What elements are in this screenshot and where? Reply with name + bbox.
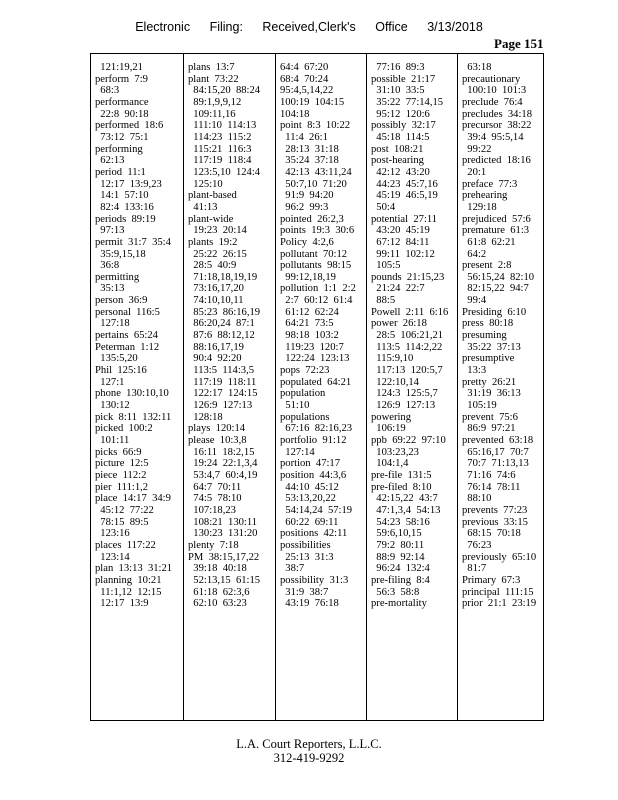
index-entry: 101:11	[95, 435, 130, 446]
index-entry: 111:10 114:13	[188, 120, 257, 132]
index-entry: 53:13,20,22	[280, 493, 336, 505]
index-entry: plants 19:2	[188, 236, 238, 248]
index-entry: plant-wide	[188, 213, 234, 225]
index-entry: pretty 26:21	[462, 376, 517, 388]
index-entry: populated 64:21	[280, 376, 352, 388]
index-entry: person 36:9	[95, 295, 148, 307]
index-entry: prejudiced 57:6	[462, 213, 531, 225]
index-entry: 128:18	[188, 411, 223, 423]
index-entry: pertains 65:24	[95, 330, 158, 342]
index-entry: 107:18,23	[188, 504, 236, 516]
index-entry: 31:9 38:7	[280, 586, 329, 598]
index-entry: 16:11 18:2,15	[188, 446, 255, 458]
index-entry: periods 89:19	[95, 213, 156, 225]
index-entry: precautionary	[462, 73, 521, 85]
index-entry: points 19:3 30:6	[280, 225, 355, 237]
index-entry: 36:8	[95, 260, 120, 272]
index-entry: 99:11 102:12	[371, 248, 435, 260]
index-entry: permit 31:7 35:4	[95, 236, 171, 248]
index-entry: 25:22 26:15	[188, 248, 247, 260]
index-entry: 117:19 118:11	[188, 376, 257, 388]
index-entry: prior 21:1 23:19	[462, 598, 537, 610]
index-entry: 65:16,17 70:7	[462, 446, 529, 458]
index-entry: prevent 75:6	[462, 411, 518, 423]
stamp-received: Received,Clerk's	[262, 20, 356, 34]
index-entry: 98:18 103:2	[280, 330, 339, 342]
index-entry: 89:1,9,9,12	[188, 96, 242, 108]
index-entry: 96:24 132:4	[371, 563, 430, 575]
index-entry: preclude 76:4	[462, 96, 523, 108]
index-entry: powering	[371, 411, 412, 423]
index-entry: 68:3	[95, 85, 120, 97]
index-entry: places 117:22	[95, 539, 156, 551]
index-entry: pounds 21:15,23	[371, 271, 445, 283]
index-entry: 63:18	[462, 62, 492, 73]
index-entry: 39:4 95:5,14	[462, 131, 524, 143]
footer-phone: 312-419-9292	[273, 751, 345, 765]
index-entry: 64:4 67:20	[280, 62, 329, 73]
index-entry: portfolio 91:12	[280, 435, 347, 446]
index-entry: population	[280, 388, 326, 400]
index-entry: 19:24 22:1,3,4	[188, 458, 258, 470]
index-entry: phone 130:10,10	[95, 388, 169, 400]
index-entry: 84:15,20 88:24	[188, 85, 261, 97]
index-entry: 35:22 37:13	[462, 341, 521, 353]
index-entry: 67:16 82:16,23	[280, 423, 353, 435]
index-entry: 14:1 57:10	[95, 190, 149, 202]
index-entry: previous 33:15	[462, 516, 528, 528]
index-entry: 114:23 115:2	[188, 131, 252, 143]
index-entry: 44:23 45:7,16	[371, 178, 438, 190]
index-entry: 2:7 60:12 61:4	[280, 295, 353, 307]
index-entry: 123:5,10 124:4	[188, 166, 261, 178]
index-entry: pre-mortality	[371, 598, 427, 610]
index-entry: 78:15 89:5	[95, 516, 149, 528]
index-entry: 117:13 120:5,7	[371, 365, 443, 377]
index-entry: pollution 1:1 2:2	[280, 283, 356, 295]
index-entry: picks 66:9	[95, 446, 142, 458]
index-entry: 68:4 70:24	[280, 73, 329, 85]
index-entry: 38:7	[280, 563, 305, 575]
index-entry: 64:21 73:5	[280, 318, 334, 330]
index-entry: prevents 77:23	[462, 504, 528, 516]
index-entry: 45:12 77:22	[95, 504, 154, 516]
filing-stamp	[0, 20, 618, 34]
index-entry: Policy 4:2,6	[280, 236, 334, 248]
index-entry: pointed 26:2,3	[280, 213, 344, 225]
index-entry: 96:2 99:3	[280, 201, 329, 213]
index-entry: 42:15,22 43:7	[371, 493, 438, 505]
footer	[0, 737, 618, 765]
index-entry: 122:10,14	[371, 376, 419, 388]
index-entry: 13:3	[462, 365, 487, 377]
index-entry: 124:3 125:5,7	[371, 388, 438, 400]
index-entry: 50:4	[371, 201, 396, 213]
index-entry: 28:5 40:9	[188, 260, 237, 272]
index-entry: 99:4	[462, 295, 487, 307]
index-entry: 87:6 88:12,12	[188, 330, 255, 342]
index-entry: 82:4 133:16	[95, 201, 154, 213]
index-entry: prevented 63:18	[462, 435, 534, 446]
index-frame	[90, 53, 544, 721]
index-entry: 86:9 97:21	[462, 423, 516, 435]
index-entry: performance	[95, 96, 149, 108]
index-entry: period 11:1	[95, 166, 146, 178]
index-entry: 105:19	[462, 400, 497, 412]
index-entry: 35:24 37:18	[280, 155, 339, 167]
index-entry: possibilities	[280, 539, 331, 551]
index-entry: 86:20,24 87:1	[188, 318, 255, 330]
index-entry: 97:13	[95, 225, 125, 237]
index-entry: portion 47:17	[280, 458, 341, 470]
index-entry: 41:13	[188, 201, 218, 213]
index-entry: 113:5 114:3,5	[188, 365, 255, 377]
index-entry: pollutants 98:15	[280, 260, 352, 272]
index-entry: 22:8 90:18	[95, 108, 149, 120]
index-entry: 67:12 84:11	[371, 236, 430, 248]
index-entry: 60:22 69:11	[280, 516, 339, 528]
index-column-5	[458, 62, 545, 720]
index-entry: 115:9,10	[371, 353, 414, 365]
index-entry: planning 10:21	[95, 574, 162, 586]
stamp-electronic: Electronic	[135, 20, 191, 34]
index-entry: 79:2 80:11	[371, 539, 425, 551]
index-entry: plenty 7:18	[188, 539, 239, 551]
index-entry: 42:13 43:11,24	[280, 166, 352, 178]
index-entry: 70:7 71:13,13	[462, 458, 529, 470]
index-entry: 113:5 114:2,22	[371, 341, 443, 353]
index-entry: 12:17 13:9	[95, 598, 149, 610]
index-entry: permitting	[95, 271, 140, 283]
index-entry: 130:23 131:20	[188, 528, 258, 540]
index-entry: 135:5,20	[95, 353, 138, 365]
index-entry: press 80:18	[462, 318, 514, 330]
index-entry: principal 111:15	[462, 586, 534, 598]
index-entry: 129:18	[462, 201, 497, 213]
index-entry: 105:5	[371, 260, 401, 272]
index-entry: 103:23,23	[371, 446, 419, 458]
index-entry: 123:16	[95, 528, 130, 540]
index-entry: 77:16 89:3	[371, 62, 425, 73]
index-entry: 73:12 75:1	[95, 131, 149, 143]
index-entry: 109:11,16	[188, 108, 236, 120]
index-entry: 127:14	[280, 446, 315, 458]
index-entry: 45:19 46:5,19	[371, 190, 438, 202]
index-entry: 99:22	[462, 143, 492, 155]
index-column-4	[367, 62, 457, 720]
index-entry: 59:6,10,15	[371, 528, 422, 540]
index-entry: pier 111:1,2	[95, 481, 149, 493]
index-column-2	[184, 62, 275, 720]
index-entry: picked 100:2	[95, 423, 153, 435]
index-entry: 127:18	[95, 318, 130, 330]
index-entry: 21:24 22:7	[371, 283, 425, 295]
index-entry: 119:23 120:7	[280, 341, 344, 353]
index-entry: Primary 67:3	[462, 574, 521, 586]
index-entry: 12:17 13:9,23	[95, 178, 162, 190]
index-entry: 117:19 118:4	[188, 155, 252, 167]
index-entry: presumptive	[462, 353, 515, 365]
index-entry: 82:15,22 94:7	[462, 283, 529, 295]
index-entry: 35:22 77:14,15	[371, 96, 444, 108]
index-entry: 74:10,10,11	[188, 295, 244, 307]
stamp-office: Office	[375, 20, 408, 34]
index-entry: 45:18 114:5	[371, 131, 430, 143]
index-entry: 125:10	[188, 178, 223, 190]
index-entry: 130:12	[95, 400, 130, 412]
index-entry: post 108:21	[371, 143, 424, 155]
index-entry: pick 8:11 132:11	[95, 411, 172, 423]
index-entry: 71:16 74:6	[462, 469, 516, 481]
index-entry: performing	[95, 143, 143, 155]
index-entry: 61:12 62:24	[280, 306, 339, 318]
index-entry: 56:15,24 82:10	[462, 271, 535, 283]
index-entry: 28:5 106:21,21	[371, 330, 444, 342]
index-entry: 76:23	[462, 539, 492, 551]
index-entry: 104:18	[280, 108, 310, 120]
index-entry: 47:1,3,4 54:13	[371, 504, 441, 516]
index-entry: pre-filing 8:4	[371, 574, 430, 586]
index-entry: 91:9 94:20	[280, 190, 334, 202]
index-entry: 39:18 40:18	[188, 563, 247, 575]
index-entry: 95:12 120:6	[371, 108, 430, 120]
index-entry: 71:18,18,19,19	[188, 271, 258, 283]
index-entry: 99:12,18,19	[280, 271, 336, 283]
index-entry: 88:5	[371, 295, 396, 307]
index-entry: PM 38:15,17,22	[188, 551, 260, 563]
index-entry: precludes 34:18	[462, 108, 533, 120]
index-entry: 115:21 116:3	[188, 143, 252, 155]
index-entry: previously 65:10	[462, 551, 537, 563]
index-entry: 54:14,24 57:19	[280, 504, 353, 516]
index-entry: Phil 125:16	[95, 365, 147, 377]
index-entry: pollutant 70:12	[280, 248, 348, 260]
index-entry: Peterman 1:12	[95, 341, 160, 353]
index-entry: 61:18 62:3,6	[188, 586, 250, 598]
index-entry: 44:10 45:12	[280, 481, 339, 493]
index-entry: 56:3 58:8	[371, 586, 420, 598]
index-entry: positions 42:11	[280, 528, 348, 540]
index-entry: 100:10 101:3	[462, 85, 527, 97]
index-entry: 74:5 78:10	[188, 493, 242, 505]
index-entry: personal 116:5	[95, 306, 160, 318]
index-entry: 43:20 45:19	[371, 225, 430, 237]
index-entry: 35:13	[95, 283, 125, 295]
index-entry: 126:9 127:13	[371, 400, 436, 412]
index-entry: plays 120:14	[188, 423, 246, 435]
index-entry: preface 77:3	[462, 178, 518, 190]
index-entry: 95:4,5,14,22	[280, 85, 334, 97]
index-entry: presuming	[462, 330, 507, 342]
index-entry: position 44:3,6	[280, 469, 347, 481]
index-entry: 53:4,7 60:4,19	[188, 469, 258, 481]
index-entry: 64:2	[462, 248, 487, 260]
index-entry: 73:16,17,20	[188, 283, 244, 295]
index-entry: pre-filed 8:10	[371, 481, 432, 493]
index-entry: ppb 69:22 97:10	[371, 435, 446, 446]
index-entry: 54:23 58:16	[371, 516, 430, 528]
index-entry: plant-based	[188, 190, 237, 202]
index-entry: Powell 2:11 6:16	[371, 306, 449, 318]
index-entry: 68:15 70:18	[462, 528, 521, 540]
index-entry: 90:4 92:20	[188, 353, 242, 365]
index-entry: possibility 31:3	[280, 574, 349, 586]
index-entry: perform 7:9	[95, 73, 148, 85]
index-entry: power 26:18	[371, 318, 427, 330]
index-entry: 28:13 31:18	[280, 143, 339, 155]
index-entry: point 8:3 10:22	[280, 120, 351, 132]
index-entry: 81:7	[462, 563, 487, 575]
index-entry: plan 13:13 31:21	[95, 563, 173, 575]
index-entry: Presiding 6:10	[462, 306, 527, 318]
page-number: Page 151	[494, 36, 544, 51]
index-entry: 31:10 33:5	[371, 85, 425, 97]
footer-company: L.A. Court Reporters, L.L.C.	[236, 737, 382, 751]
index-column-3	[276, 62, 366, 720]
index-entry: 25:13 31:3	[280, 551, 334, 563]
index-entry: 121:19,21	[95, 62, 143, 73]
index-column-1	[91, 62, 183, 720]
index-entry: 106:19	[371, 423, 406, 435]
index-entry: potential 27:11	[371, 213, 438, 225]
index-entry: possibly 32:17	[371, 120, 436, 132]
index-entry: pops 72:23	[280, 365, 330, 377]
index-entry: picture 12:5	[95, 458, 149, 470]
index-entry: 88:16,17,19	[188, 341, 244, 353]
index-entry: 122:17 124:15	[188, 388, 258, 400]
index-entry: 122:24 123:13	[280, 353, 350, 365]
index-entry: 88:10	[462, 493, 492, 505]
index-entry: 35:9,15,18	[95, 248, 146, 260]
index-entry: 52:13,15 61:15	[188, 574, 261, 586]
index-entry: plant 73:22	[188, 73, 239, 85]
index-entry: plans 13:7	[188, 62, 235, 73]
index-entry: 88:9 92:14	[371, 551, 425, 563]
index-entry: present 2:8	[462, 260, 512, 272]
index-entry: 104:1,4	[371, 458, 409, 470]
index-entry: 43:19 76:18	[280, 598, 339, 610]
index-entry: 31:19 36:13	[462, 388, 521, 400]
index-entry: 61:8 62:21	[462, 236, 516, 248]
index-entry: 19:23 20:14	[188, 225, 247, 237]
index-entry: possible 21:17	[371, 73, 436, 85]
index-entry: 20:1	[462, 166, 487, 178]
index-entry: 85:23 86:16,19	[188, 306, 261, 318]
index-entry: 11:4 26:1	[280, 131, 328, 143]
index-entry: populations	[280, 411, 330, 423]
index-entry: premature 61:3	[462, 225, 530, 237]
index-entry: precursor 38:22	[462, 120, 532, 132]
index-entry: 62:10 63:23	[188, 598, 247, 610]
index-entry: prehearing	[462, 190, 508, 202]
stamp-filing: Filing:	[209, 20, 243, 34]
index-entry: 64:7 70:11	[188, 481, 242, 493]
index-entry: 126:9 127:13	[188, 400, 253, 412]
index-entry: piece 112:2	[95, 469, 147, 481]
index-entry: 127:1	[95, 376, 125, 388]
stamp-date: 3/13/2018	[427, 20, 483, 34]
index-entry: place 14:17 34:9	[95, 493, 171, 505]
index-entry: 50:7,10 71:20	[280, 178, 347, 190]
index-entry: 123:14	[95, 551, 130, 563]
index-entry: 11:1,12 12:15	[95, 586, 162, 598]
index-entry: predicted 18:16	[462, 155, 531, 167]
index-entry: 62:13	[95, 155, 125, 167]
index-entry: 51:10	[280, 400, 310, 412]
index-entry: 42:12 43:20	[371, 166, 430, 178]
index-entry: post-hearing	[371, 155, 424, 167]
index-entry: performed 18:6	[95, 120, 164, 132]
index-entry: 76:14 78:11	[462, 481, 521, 493]
index-entry: pre-file 131:5	[371, 469, 432, 481]
index-entry: 108:21 130:11	[188, 516, 258, 528]
index-entry: please 10:3,8	[188, 435, 247, 446]
index-entry: 100:19 104:15	[280, 96, 345, 108]
